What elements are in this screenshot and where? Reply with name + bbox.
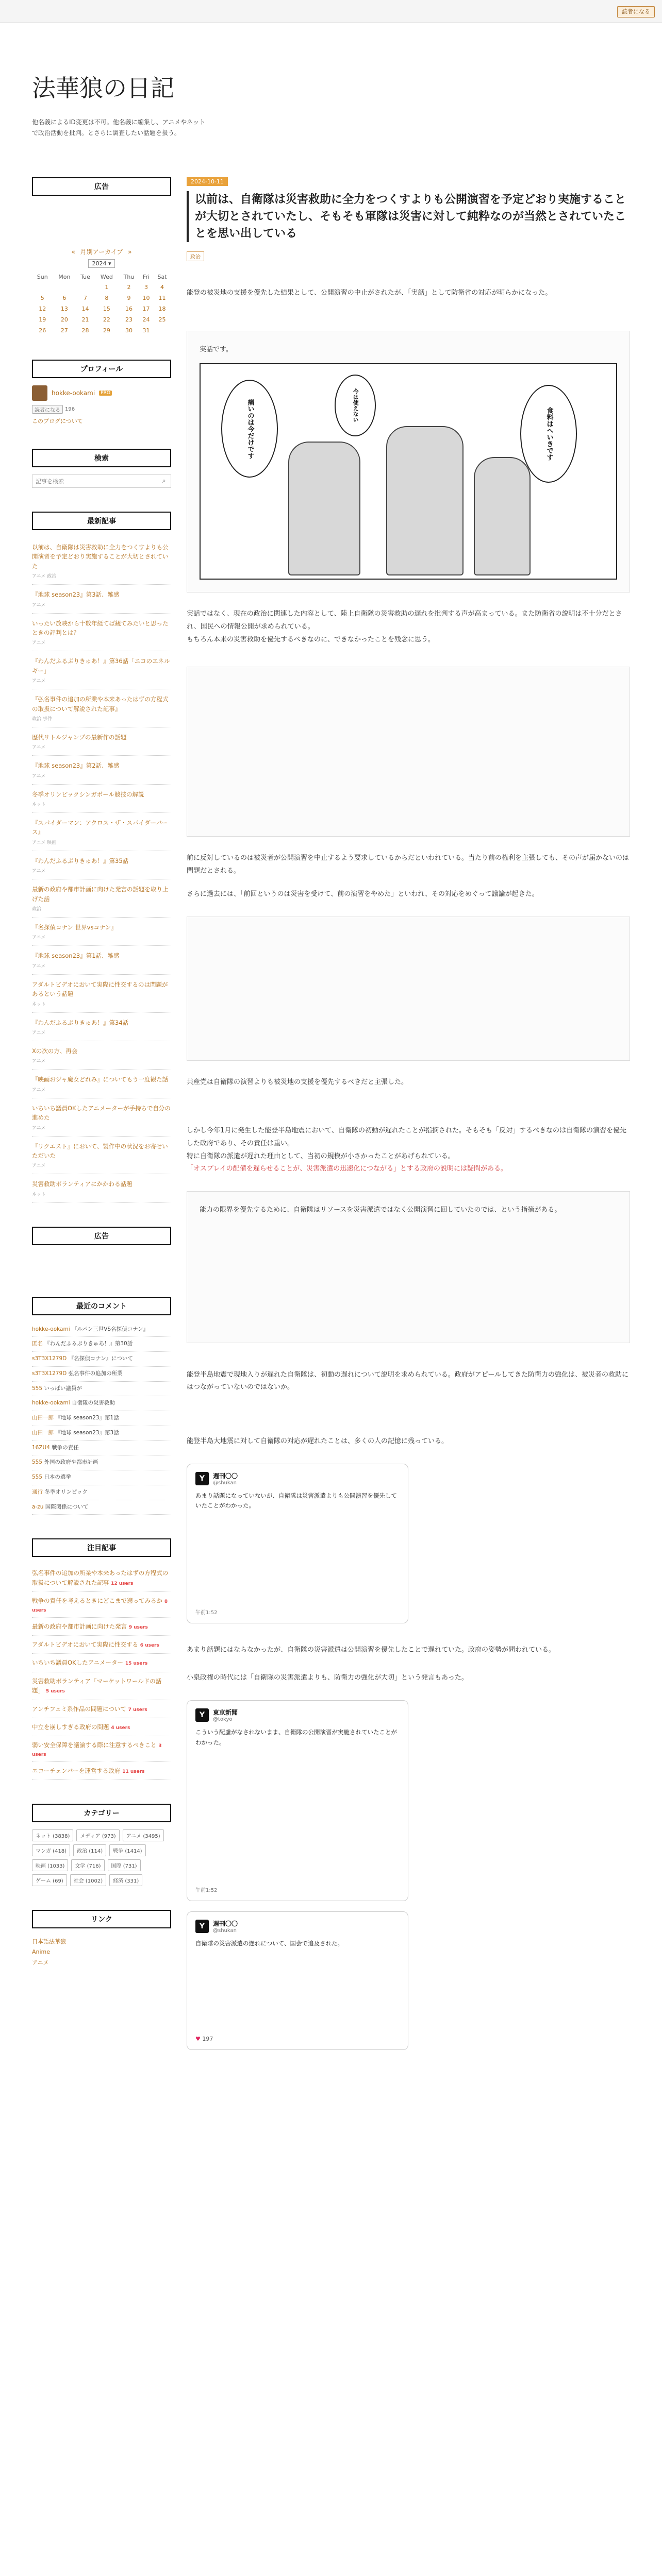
post-handle[interactable]: @tokyo [213,1717,233,1723]
hot-entry-link[interactable]: エコーチェンバーを運営する政府 [32,1767,121,1774]
hot-entry-link[interactable]: いちいち議員OKしたアニメーター [32,1659,124,1667]
list-item [32,1500,171,1515]
list-item [32,1367,171,1382]
calendar-day[interactable]: 15 [103,306,110,312]
calendar-title [32,247,171,256]
category-link[interactable]: メディア (973) [76,1829,119,1841]
category-link[interactable]: 映画 (1033) [32,1859,68,1871]
recent-entry-meta: アニメ [32,869,46,874]
categories-heading: カテゴリー [32,1804,171,1822]
post-author[interactable]: 週刊〇〇 [213,1472,238,1480]
list-item [32,1700,171,1718]
entry-date[interactable]: 2024-10-11 [187,177,228,186]
ads-heading: 広告 [32,177,171,196]
comment-author[interactable]: 山田一郎 [32,1429,54,1436]
comment-entry[interactable]: 日本の選挙 [44,1474,71,1481]
calendar-day[interactable]: 13 [60,306,68,312]
recent-entry-meta: アニメ [32,1030,46,1036]
weekday-header: Sun [37,274,48,280]
ads2-heading: 広告 [32,1227,171,1245]
figure-illustration [288,442,360,575]
entry-paragraph: 小泉政権の時代には「自衛隊の災害派遣よりも、防衛力の強化が大切」という発言もあった。 [187,1674,468,1682]
recent-entry-link[interactable]: 『わんだふるぷりきゅあ！』第35話 [32,857,129,865]
comment-entry[interactable]: 『名探偵コナン』について [68,1355,133,1362]
recent-entry-link[interactable]: 以前は、自衛隊は災害救助に全力をつくすよりも公開演習を予定どおり実施することが大切とされていた [32,544,169,570]
calendar-day [53,282,76,293]
recent-entry-meta: アニメ [32,1087,46,1093]
list-item [32,1762,171,1780]
speech-bubble: 今は使えない [335,375,376,436]
list-item [32,689,171,727]
hot-entry-link[interactable]: 災害救助ボランティア「マーケットワールドの話題」 [32,1677,162,1694]
calendar-day[interactable]: 2 [127,284,131,291]
list-item [32,918,171,946]
list-item [32,585,171,613]
embedded-image [187,667,630,837]
recent-entry-link[interactable]: 『弘名事件の追加の所業や本来あったはずの方程式の取扱について解説された記事』 [32,696,169,713]
avatar[interactable] [32,385,47,401]
recent-entry-link[interactable]: 『映画おジャ魔女どれみ』についてもう一度観た話 [32,1076,169,1083]
recent-entry-meta: 政治 事件 [32,716,52,722]
hot-entry-link[interactable]: 最新の政府や都市計画に向けた発言 [32,1622,127,1630]
blog-header [32,23,630,177]
recent-entry-meta: アニメ [32,773,46,779]
categories-module [32,1804,171,1886]
figure-illustration [386,426,464,575]
bookmark-users-badge[interactable]: 8 users [32,1599,168,1613]
account-logo-icon: Y [195,1920,209,1933]
calendar-day[interactable]: 19 [39,316,46,323]
embedded-post[interactable] [187,1700,408,1901]
recent-entry-meta: ネット [32,1002,46,1007]
link-list [32,1936,171,1968]
comments-heading: 最近のコメント [32,1297,171,1315]
account-logo-icon: Y [195,1472,209,1485]
recent-entry-link[interactable]: 災害救助ボランティアにかかわる話題 [32,1180,133,1188]
category-link[interactable]: 経済 (331) [109,1874,142,1886]
pro-badge: PRO [99,391,112,396]
recent-entry-meta: 政治 [32,907,42,912]
comment-author[interactable]: a-zu [32,1503,44,1510]
calendar-next[interactable]: » [128,248,132,256]
hot-entry-link[interactable]: 弱い安全保障を議論する際に注意するべきこと [32,1741,157,1749]
entry-paragraph: さらに過去には、「前回というのは災害を受けて、前の演習をやめた」といわれ、その対応をめぐって議論が起きた。 [187,890,539,898]
bookmark-users-badge[interactable]: 11 users [122,1769,145,1774]
reader-count: 196 [65,406,75,412]
comment-entry[interactable]: 『ルパン三世VS名探偵コナン』 [71,1326,149,1332]
category-link[interactable]: ネット (3838) [32,1829,73,1841]
entry-paragraph: 能登半島地震で現地入りが遅れた自衛隊は、初動の遅れについて説明を求められている。政府がアピールしてきた防衛力の強化は、被災者の救助にはつながっていないのではないか。 [187,1370,628,1392]
list-item [32,1137,171,1175]
quote-text: 能力の限界を優先するために、自衛隊はリソースを災害派遣ではなく公開演習に回していたのでは、という指摘がある。 [200,1206,561,1214]
comment-author[interactable]: 通行 [32,1488,43,1495]
entry-paragraph: 実話ではなく、現在の政治に関連した内容として、陸上自衛隊の災害救助の遅れを批判する声が高まっている。また防衛省の説明は不十分だとされ、国民への情報公開が求められている。 [187,610,622,631]
recent-entry-link[interactable]: 『地球 season23』第2話、雑感 [32,762,120,770]
recent-entry-meta: アニメ [32,1163,46,1169]
comment-author[interactable]: s3T3X1279D [32,1355,67,1362]
calendar-day[interactable]: 31 [142,327,150,334]
calendar-day [153,325,171,336]
bookmark-users-badge[interactable]: 5 users [45,1689,65,1694]
comment-author[interactable]: hokke-ookami [32,1326,70,1332]
recent-entry-link[interactable]: 『地球 season23』第1話、雑感 [32,952,120,960]
list-item [32,1352,171,1367]
category-link[interactable]: アニメ (3495) [123,1829,164,1841]
follow-button[interactable]: 読者になる [617,6,655,18]
post-time[interactable]: 午前1:52 [195,1888,218,1894]
recent-entry-meta: アニメ 映画 [32,840,57,845]
weekday-header: Sat [157,274,167,280]
blog-description: 他名義によるID変更は不可。他名義に編集し、アニメやネットで政治活動を批判。とさらに調査したい話題を扱う。 [32,118,206,137]
likes-value: 197 [202,2035,213,2042]
calendar-day[interactable]: 5 [40,295,44,301]
weekday-header: Fri [142,274,150,280]
category-link[interactable]: 文学 (716) [71,1859,104,1871]
external-link[interactable]: Anime [32,1948,51,1956]
post-author[interactable]: 東京新聞 [213,1709,238,1717]
calendar-module [32,247,171,336]
list-item [32,756,171,784]
calendar-day [32,282,53,293]
comment-author[interactable]: 山田一郎 [32,1415,54,1421]
entry-highlight[interactable]: 「オスプレイの配備を遅らせることが、災害派遣の迅速化につながる」とする政府の説明には疑問がある。 [187,1165,508,1173]
post-time[interactable]: 午前1:52 [195,1609,218,1616]
comment-author[interactable]: 匿名 [32,1341,43,1347]
hot-entry-link[interactable]: 戦争の責任を考えるときにどこまで遡ってみるか [32,1597,162,1605]
calendar-table [32,272,171,336]
comment-author[interactable]: 16ZU4 [32,1444,50,1451]
recent-entry-link[interactable]: 『わんだふるぷりきゅあ！』第34話 [32,1019,129,1026]
list-item [32,879,171,918]
calendar-day[interactable]: 24 [142,316,150,323]
recent-heading: 最新記事 [32,512,171,530]
list-item [32,651,171,689]
hot-list [32,1564,171,1780]
bookmark-users-badge[interactable]: 6 users [140,1643,159,1649]
list-item [32,1070,171,1098]
recent-entry-link[interactable]: 『リクエスト』において、製作中の状況をお寄せいただいた [32,1142,168,1159]
calendar-day[interactable]: 29 [103,327,110,334]
manga-illustration [200,363,617,580]
category-link[interactable]: マンガ (418) [32,1844,70,1856]
entry-paragraph: 前に反対しているのは被災者が公開演習を中止するよう要求しているからだといわれている。当たり前の権利を主張しても、その声が届かないのは問題だとされる。 [187,854,630,875]
weekday-header: Wed [100,274,113,280]
entry-paragraph: しかし今年1月に発生した能登半島地震において、自衛隊の初動が遅れたことが指摘された。そもそも「反対」するべきなのは自衛隊の演習を優先した政府であり、その責任は重い。 [187,1127,627,1147]
calendar-day[interactable]: 28 [81,327,89,334]
comment-entry[interactable]: 『地球 season23』第1話 [55,1415,119,1421]
recent-entry-meta: ネット [32,1192,46,1197]
external-link[interactable]: 日本語法華狼 [32,1938,66,1945]
about-link[interactable]: このブログについて [32,418,83,425]
search-icon[interactable]: ⌕ [162,477,166,485]
hot-entry-link[interactable]: 中立を崩しすぎる政府の問題 [32,1723,109,1731]
post-handle[interactable]: @shukan [213,1480,237,1486]
calendar-day[interactable]: 27 [60,327,68,334]
figure-illustration [474,457,531,575]
calendar-day[interactable]: 10 [142,295,150,301]
profile-name[interactable]: hokke-ookami [52,389,95,397]
link-heading: リンク [32,1910,171,1928]
illustration-box [187,331,630,593]
recent-entry-meta: アニメ [32,1125,46,1131]
hot-heading: 注目記事 [32,1538,171,1557]
speech-bubble: 痛いのは今だけです [221,380,278,478]
post-handle[interactable]: @shukan [213,1928,237,1934]
bookmark-users-badge[interactable]: 15 users [125,1661,148,1667]
external-link[interactable]: アニメ [32,1959,49,1967]
comments-list [32,1323,171,1515]
calendar-day[interactable]: 14 [81,306,89,312]
list-item [32,946,171,974]
category-link[interactable]: ゲーム (69) [32,1874,67,1886]
entry-paragraph: 共産党は自衛隊の演習よりも被災地の支援を優先するべきだと主張した。 [187,1078,408,1086]
comment-entry[interactable]: 戦争の責任 [52,1444,79,1451]
comment-entry[interactable]: 国際関係について [45,1503,89,1510]
list-item [32,727,171,756]
list-item [32,1337,171,1352]
weekday-header: Tue [80,274,90,280]
list-item [32,1592,171,1617]
calendar-day[interactable]: 11 [158,295,166,301]
calendar-day[interactable]: 26 [39,327,46,334]
calendar-day[interactable]: 1 [105,284,109,291]
recent-entry-meta: アニメ [32,602,46,608]
calendar-day[interactable]: 16 [125,306,133,312]
recent-entry-link[interactable]: アダルトビデオにおいて実際に性交するのは問題があるという話題 [32,980,168,998]
calendar-day[interactable]: 6 [62,295,67,301]
recent-entry-meta: アニメ [32,1059,46,1064]
category-link[interactable]: 政治 (114) [73,1844,106,1856]
list-item [32,851,171,879]
category-link[interactable]: 国際 (731) [108,1859,141,1871]
calendar-day[interactable]: 7 [84,295,87,301]
comment-entry[interactable]: 『地球 season23』第3話 [55,1429,119,1436]
entry-paragraph: もちろん本来の災害救助を優先するべきなのに、できなかったことを残念に思う。 [187,635,435,643]
embedded-post[interactable] [187,1464,408,1623]
calendar-day[interactable]: 9 [127,295,131,301]
search-input[interactable] [32,475,157,487]
embedded-image [187,917,630,1061]
link-module [32,1910,171,1968]
recent-entry-link[interactable]: 歴代リトルジャンプの最新作の話題 [32,733,127,741]
list-item [32,1718,171,1736]
list-item [32,1654,171,1672]
speech-bubble: 食料はへいきです [520,385,577,483]
recent-entry-meta: アニメ [32,679,46,684]
recent-entries-module [32,512,171,1203]
search-module [32,449,171,488]
recent-entry-meta: アニメ 政治 [32,574,57,580]
recent-entry-link[interactable]: 『スパイダーマン：アクロス・ザ・スパイダーバース』 [32,819,168,836]
calendar-day[interactable]: 23 [125,316,133,323]
recent-entry-meta: アニメ [32,640,46,646]
comment-author[interactable]: 555 [32,1459,43,1466]
calendar-day[interactable]: 8 [105,295,109,301]
like-count[interactable] [195,2036,400,2042]
recent-entry-link[interactable]: 最新の政府や都市計画に向けた発言の話題を取り上げた話 [32,886,169,903]
list-item [32,1736,171,1761]
bookmark-users-badge[interactable]: 4 users [111,1725,130,1731]
entry-paragraph: 特に自衛隊の派遣が遅れた理由として、当初の規模が小さかったことがあげられている。 [187,1152,455,1160]
list-item [32,614,171,652]
list-item [32,1411,171,1426]
recent-entry-meta: アニメ [32,745,46,751]
recent-entry-link[interactable]: 『名探偵コナン 世界vsコナン』 [32,924,117,931]
calendar-day[interactable]: 12 [39,306,46,312]
post-author[interactable]: 週刊〇〇 [213,1920,238,1928]
list-item [32,1396,171,1411]
comment-entry[interactable]: いっぱい議員が [44,1385,82,1392]
entry-category-tag[interactable]: 政治 [187,251,204,261]
entry [187,177,630,2050]
calendar-day[interactable]: 4 [160,284,164,291]
calendar-prev[interactable]: « [71,248,75,256]
bookmark-users-badge[interactable]: 7 users [128,1707,147,1713]
post-body: あまり話題になっていないが、自衛隊は災害派遣よりも公開演習を優先していたことがわかった。 [195,1492,397,1510]
comment-entry[interactable]: 自衛隊の災害救助 [71,1400,115,1406]
recent-entry-link[interactable]: 『わんだふるぷりきゅあ！』第36話「ニコのエネルギー」 [32,657,170,674]
hot-entries-module [32,1538,171,1780]
comment-author[interactable]: 555 [32,1474,43,1481]
calendar-day[interactable]: 25 [158,316,166,323]
ads-module [32,177,171,224]
embedded-post[interactable] [187,1911,408,2050]
list-item [32,1564,171,1592]
list-item [32,1323,171,1337]
comments-module [32,1297,171,1515]
comment-entry[interactable]: 弘名事件の追加の所業 [68,1370,123,1377]
blog-title[interactable]: 法華狼の日記 [32,74,174,102]
bookmark-users-badge[interactable]: 3 users [32,1743,162,1757]
sidebar [32,177,171,1992]
profile-heading: プロフィール [32,360,171,378]
calendar-day[interactable]: 22 [103,316,110,323]
category-link[interactable]: 社会 (1002) [70,1874,106,1886]
recent-entry-meta: アニメ [32,963,46,969]
weekday-header: Thu [123,274,135,280]
recent-entry-meta: アニメ [32,935,46,941]
entry-paragraph: 能登半島大地震に対して自衛隊の対応が遅れたことは、多くの人の記憶に残っている。 [187,1437,449,1445]
global-header [0,0,662,23]
comment-author[interactable]: s3T3X1279D [32,1370,67,1377]
recent-entry-link[interactable]: Xの次の方、再会 [32,1047,78,1055]
calendar-heading: 月別アーカイブ [80,248,123,256]
calendar-day[interactable]: 21 [81,316,89,323]
recent-list [32,537,171,1203]
quote-box [187,1191,630,1343]
weekday-header: Mon [58,274,71,280]
categories-list [32,1829,171,1886]
calendar-day[interactable]: 17 [142,306,150,312]
calendar-day[interactable]: 3 [144,284,148,291]
list-item [32,1485,171,1500]
heart-icon[interactable]: ♥ [195,2035,201,2042]
hot-entry-link[interactable]: アンチフェミ系作品の問題について [32,1705,126,1713]
bookmark-users-badge[interactable]: 9 users [128,1624,148,1630]
ads2-module [32,1227,171,1273]
account-logo-icon: Y [195,1708,209,1722]
list-item [32,1426,171,1441]
list-item [32,1672,171,1700]
calendar-day[interactable]: 20 [60,316,68,323]
calendar-day[interactable]: 30 [125,327,133,334]
comment-author[interactable]: 555 [32,1385,43,1392]
list-item [32,1618,171,1636]
search-heading: 検索 [32,449,171,467]
list-item [32,537,171,585]
entry-paragraph: あまり話題にはならなかったが、自衛隊の災害派遣は公開演習を優先したことで遅れていた。政府の姿勢が問われている。 [187,1646,556,1654]
recent-entry-link[interactable]: いったい放映から十数年経てば観てみたいと思ったときの評判とは？ [32,619,169,636]
list-item [32,785,171,813]
list-item [32,1098,171,1137]
category-link[interactable]: 戦争 (1414) [109,1844,145,1856]
recent-entry-meta: ネット [32,802,46,808]
comment-entry[interactable]: 外国の政府や都市計画 [44,1459,98,1466]
hot-entry-link[interactable]: アダルトビデオにおいて実際に性交する [32,1641,138,1649]
calendar-day [76,282,94,293]
bookmark-users-badge[interactable]: 12 users [111,1581,134,1586]
calendar-day[interactable]: 18 [158,306,166,312]
recent-entry-link[interactable]: 『地球 season23』第3話、雑感 [32,591,120,599]
recent-entry-link[interactable]: いちいち議員OKしたアニメーターが手持ちで自分の進めた [32,1104,171,1122]
list-item [32,1636,171,1654]
hot-entry-link[interactable]: 弘名事件の追加の所業や本来あったはずの方程式の取扱について解説された記事 [32,1569,169,1586]
comment-author[interactable]: hokke-ookami [32,1400,70,1406]
comment-entry[interactable]: 『わんだふるぷりきゅあ！』第30話 [44,1341,133,1347]
post-body: こういう配慮がなされないまま、自衛隊の公開演習が実施されていたことがわかった。 [195,1728,397,1746]
comment-entry[interactable]: 冬季オリンピック [44,1488,88,1495]
list-item [32,975,171,1013]
illustration-caption: 実話です。 [200,345,233,353]
list-item [32,1041,171,1070]
entry-lead: 能登の被災地の支援を優先した結果として、公開演習の中止がされたが、「実話」として防衛省の対応が明らかになった。 [187,289,552,297]
list-item [32,813,171,851]
list-item [32,1013,171,1041]
year-select[interactable]: 2024 ▾ [88,259,114,268]
list-item [32,1470,171,1485]
list-item [32,1382,171,1397]
recent-entry-link[interactable]: 冬季オリンピックシンガポール競技の解説 [32,790,144,798]
reader-button[interactable]: 読者になる [32,405,63,414]
list-item [32,1455,171,1470]
profile-module [32,360,171,425]
entry-title[interactable]: 以前は、自衛隊は災害救助に全力をつくすよりも公開演習を予定どおり実施することが大切とされていたし、そもそも軍隊は災害に対して純粋なのが当然とされていたことを思い出している [187,191,630,242]
main-content [187,177,630,2050]
list-item [32,1174,171,1202]
post-body: 自衛隊の災害派遣の遅れについて、国会で追及された。 [195,1940,344,1947]
list-item [32,1441,171,1456]
